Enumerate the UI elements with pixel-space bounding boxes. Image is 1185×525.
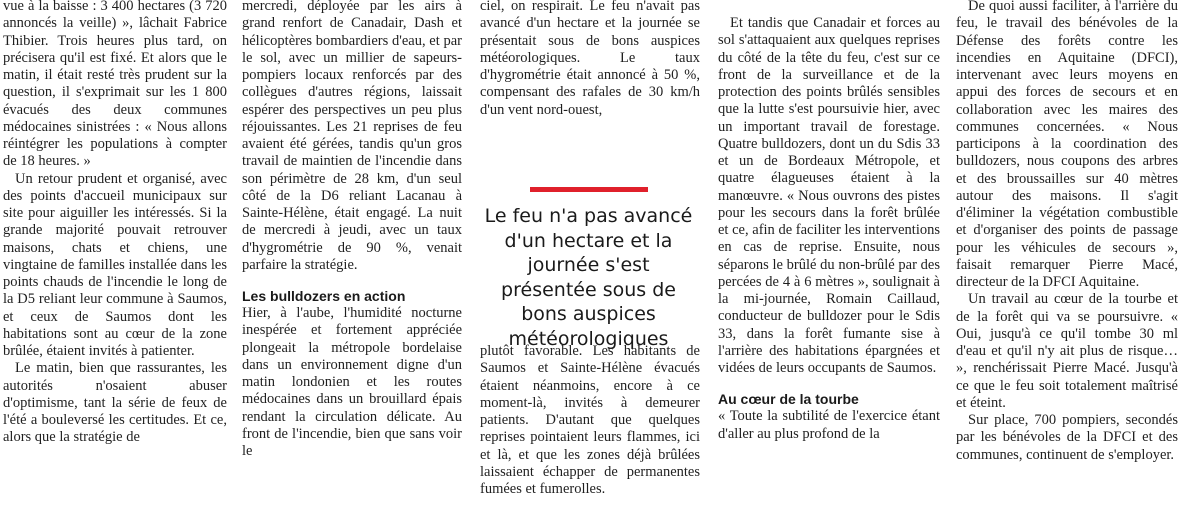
paragraph: Un retour prudent et organisé, avec des points d'accueil municipaux sur site pour aiguiller les intéressés. Si la grande majorité pouvait retrouver maisons, chats et chiens, une vingtaine de familles installée dans les points chauds de l'incendie le long de la D5 reliant leur commune à Saumos, et ceux de Saumos dont les habitations sont au cœur de la zone brûlée, étaient invités à patienter. bbox=[3, 170, 227, 359]
paragraph: Un travail au cœur de la tourbe et de la forêt qui va se poursuivre. « Oui, jusqu'à ce qu'il tombe 30 ml d'eau et qu'il n'y ait plus de risque… », renchérissait Pierre Macé. Jusqu'à ce que le feu soit totalement maîtrisé et éteint. bbox=[956, 291, 1178, 411]
paragraph: vue à la baisse : 3 400 hectares (3 720 annoncés la veille) », lâchait Fabrice Thibier. Trois heures plus tard, on précisera qu'il est fixé. Et alors que le matin, il était resté très prudent sur la question, il s'exprimait sur les 1 800 évacués des deux communes médocaines sinistrées : « Nous allons réintégrer les populations à compter de 18 heures. » bbox=[3, 0, 227, 170]
paragraph: Hier, à l'aube, l'humidité nocturne inespérée et fortement appréciée plongeait la métropole bordelaise dans un environnement digne d'un matin londonien et les routes médocaines dans un brouillard épais rendant la circulation délicate. Au front de l'incendie, bien que sans voir le bbox=[242, 305, 462, 459]
column-3-bottom bbox=[480, 343, 700, 498]
column-2 bbox=[242, 0, 462, 460]
paragraph: Le matin, bien que rassurantes, les autorités n'osaient abuser d'optimisme, tant la série de feux de l'été a bouleversé les certitudes. Et ce, alors que la stratégie de bbox=[3, 360, 227, 446]
pull-quote-rule bbox=[530, 187, 648, 192]
paragraph: Sur place, 700 pompiers, secondés par les bénévoles de la DFCI et des communes, continuent de s'employer. bbox=[956, 412, 1178, 463]
paragraph: « Toute la subtilité de l'exercice étant d'aller au plus profond de la bbox=[718, 408, 940, 442]
paragraph: De quoi aussi faciliter, à l'arrière du feu, le travail des bénévoles de la Défense des forêts contre les incendies en Aquitaine (DFCI), intervenant avec leurs moyens en appui des forces de secours et en collaboration avec les maires des communes concernées. « Nous participons à la coordination des bulldozers, nous coupons des arbres et des broussailles sur 40 mètres autour des maisons. Il s'agit d'éliminer la végétation combustible et d'organiser des points de passage pour les véhicules de secours », faisait remarquer Pierre Macé, directeur de la DFCI Aquitaine. bbox=[956, 0, 1178, 290]
paragraph: Et tandis que Canadair et forces au sol s'attaquaient aux quelques reprises du côté de la tête du feu, c'est sur ce front de la surveillance et de la protection des points brûlés sensibles que la lutte s'est poursuivie hier, avec un important travail de forestage. Quatre bulldozers, dont un du Sdis 33 et un de Bordeaux Métropole, et quatre élagueuses étaient à la manœuvre. « Nous ouvrons des pistes pour les secours dans la forêt brûlée et ce, afin de faciliter les interventions en cas de reprise. Ensuite, nous séparons le brûlé du non-brûlé par des percées de 4 à 6 mètres », soulignait à la mi-journée, Romain Caillaud, conducteur de bulldozer pour le Sdis 33, dans la forêt fumante sise à l'arrière des habitations épargnées et vidées de leurs occupants de Saumos. bbox=[718, 15, 940, 376]
column-5 bbox=[956, 0, 1178, 464]
paragraph: mercredi, déployée par les airs à grand renfort de Canadair, Dash et hélicoptères bombardiers d'eau, et par le sol, avec un millier de sapeurs-pompiers locaux renforcés par des collègues d'autres régions, laissait espérer des perspectives un peu plus réjouissantes. Les 21 reprises de feu avaient été gérées, tandis qu'un gros travail de maintien de l'incendie dans son périmètre de 28 km, d'un seul côté de la D6 reliant Lacanau à Sainte-Hélène, était engagé. La nuit de mercredi à jeudi, avec un taux d'hygrométrie de 90 %, venait parfaire la stratégie. bbox=[242, 0, 462, 273]
pull-quote bbox=[478, 187, 699, 351]
paragraph: plutôt favorable. Les habitants de Saumos et Sainte-Hélène évacués étaient néanmoins, encore à ce moment-là, invités à demeurer patients. D'autant que quelques reprises pointaient leurs flammes, ici et là, et que les zones déjà brûlées laissaient échapper de permanentes fumées et fumerolles. bbox=[480, 343, 700, 497]
column-3-top bbox=[480, 0, 700, 119]
column-4 bbox=[718, 15, 940, 443]
subheading-bulldozers: Les bulldozers en action bbox=[242, 288, 406, 304]
paragraph: ciel, on respirait. Le feu n'avait pas avancé d'un hectare et la journée se présentait sous de bons auspices météorologiques. Le taux d'hygrométrie était annoncé à 50 %, compensant des rafales de 30 km/h d'un vent nord-ouest, bbox=[480, 0, 700, 118]
column-1 bbox=[3, 0, 227, 447]
subheading-tourbe: Au cœur de la tourbe bbox=[718, 391, 859, 408]
pull-quote-text: Le feu n'a pas avancé d'un hectare et la journée s'est présentée sous de bons auspices météorologiques bbox=[484, 205, 693, 350]
